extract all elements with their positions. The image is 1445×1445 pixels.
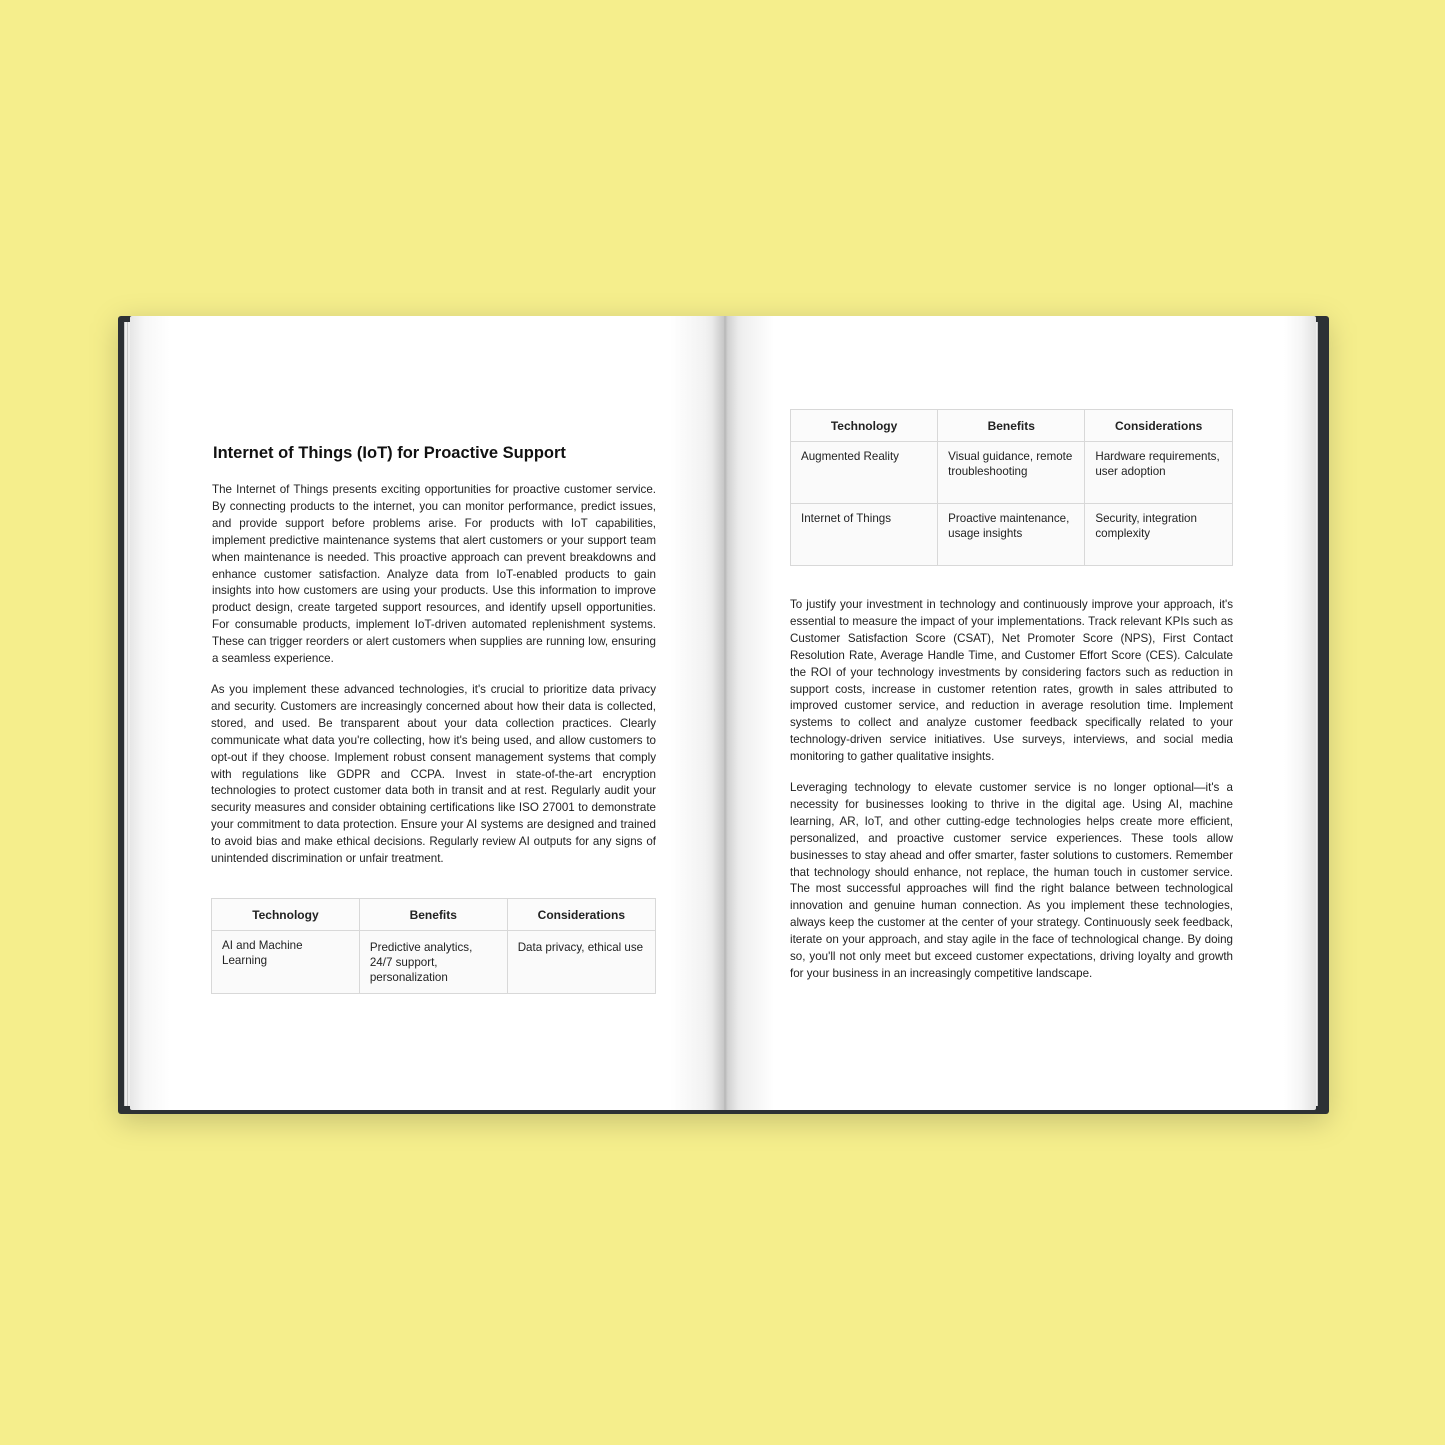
cell-technology: AI and Machine Learning (212, 931, 360, 994)
cell-considerations: Hardware requirements, user adoption (1085, 442, 1233, 504)
left-page (130, 316, 724, 1110)
paragraph-conclusion: Leveraging technology to elevate customer service is no longer optional—it's a necessity for businesses looking to thrive in the digital age. Using AI, machine learning, AR, IoT, and other cutting-edge technologies helps create more efficient, personalized, and proactive customer service experiences. These tools allow businesses to stay ahead and offer smarter, faster solutions to customers. Remember that technology should enhance, not replace, the human touch in customer service. The most successful approaches will find the right balance between technological innovation and genuine human connection. As you implement these technologies, always keep the customer at the center of your strategy. Continuously seek feedback, iterate on your approach, and stay agile in the face of technological change. By doing so, you'll not only meet but exceed customer expectations, driving loyalty and growth for your business in an increasingly competitive landscape. (790, 781, 1233, 980)
paragraph-iot: The Internet of Things presents exciting opportunities for proactive customer service. By connecting products to the internet, you can monitor performance, predict issues, and provide support before problems arise. For products with IoT capabilities, implement predictive maintenance systems that alert customers or your support team when maintenance is needed. This proactive approach can prevent breakdowns and enhance customer satisfaction. Analyze data from IoT-enabled products to gain insights into how customers are using your products. Use this information to improve product design, create targeted support resources, and identify upsell opportunities. For consumable products, implement IoT-driven automated replenishment systems. These can trigger reorders or alert customers when supplies are running low, ensuring a seamless experience. (212, 483, 656, 666)
column-header-benefits: Benefits (359, 899, 507, 931)
column-header-considerations: Considerations (507, 899, 655, 931)
cell-technology: Augmented Reality (791, 442, 938, 504)
technology-table-right (790, 409, 1233, 566)
column-header-technology: Technology (212, 899, 360, 931)
table-row (791, 504, 1233, 566)
table-row (791, 442, 1233, 504)
paragraph-measure-impact: To justify your investment in technology and continuously improve your approach, it's essential to measure the impact of your implementations. Track relevant KPIs such as Customer Satisfaction Score (CSAT), Net Promoter Score (NPS), First Contact Resolution Rate, Average Handle Time, and Customer Effort Score (CES). Calculate the ROI of your technology investments by considering factors such as reduction in support costs, increase in customer retention rates, growth in sales attributed to improved customer service, and reduction in average resolution time. Implement systems to collect and analyze customer feedback specifically related to your technology-driven service initiatives. Use surveys, interviews, and social media monitoring to gather qualitative insights. (790, 598, 1233, 764)
cell-considerations: Security, integration complexity (1085, 504, 1233, 566)
table-header-row (212, 899, 656, 931)
cell-benefits: Predictive analytics, 24/7 support, personalization (359, 931, 507, 994)
technology-table-left (211, 898, 656, 994)
cell-benefits: Visual guidance, remote troubleshooting (938, 442, 1085, 504)
cell-benefits: Proactive maintenance, usage insights (938, 504, 1085, 566)
column-header-benefits: Benefits (938, 410, 1085, 442)
cell-considerations: Data privacy, ethical use (507, 931, 655, 994)
table-row (212, 931, 656, 994)
column-header-technology: Technology (791, 410, 938, 442)
column-header-considerations: Considerations (1085, 410, 1233, 442)
paragraph-privacy: As you implement these advanced technologies, it's crucial to prioritize data privacy and security. Customers are increasingly concerned about how their data is collected, stored, and used. Be transparent about your data collection practices. Clearly communicate what data you're collecting, how it's being used, and allow customers to opt-out if they choose. Implement robust consent management systems that comply with regulations like GDPR and CCPA. Invest in state-of-the-art encryption technologies to protect customer data both in transit and at rest. Regularly audit your security measures and consider obtaining certifications like ISO 27001 to demonstrate your commitment to data protection. Ensure your AI systems are designed and trained to avoid bias and make ethical decisions. Regularly review AI outputs for any signs of unintended discrimination or unfair treatment. (211, 683, 656, 866)
cell-technology: Internet of Things (791, 504, 938, 566)
right-page (724, 316, 1316, 1110)
section-heading: Internet of Things (IoT) for Proactive Support (213, 444, 566, 462)
table-header-row (791, 410, 1233, 442)
